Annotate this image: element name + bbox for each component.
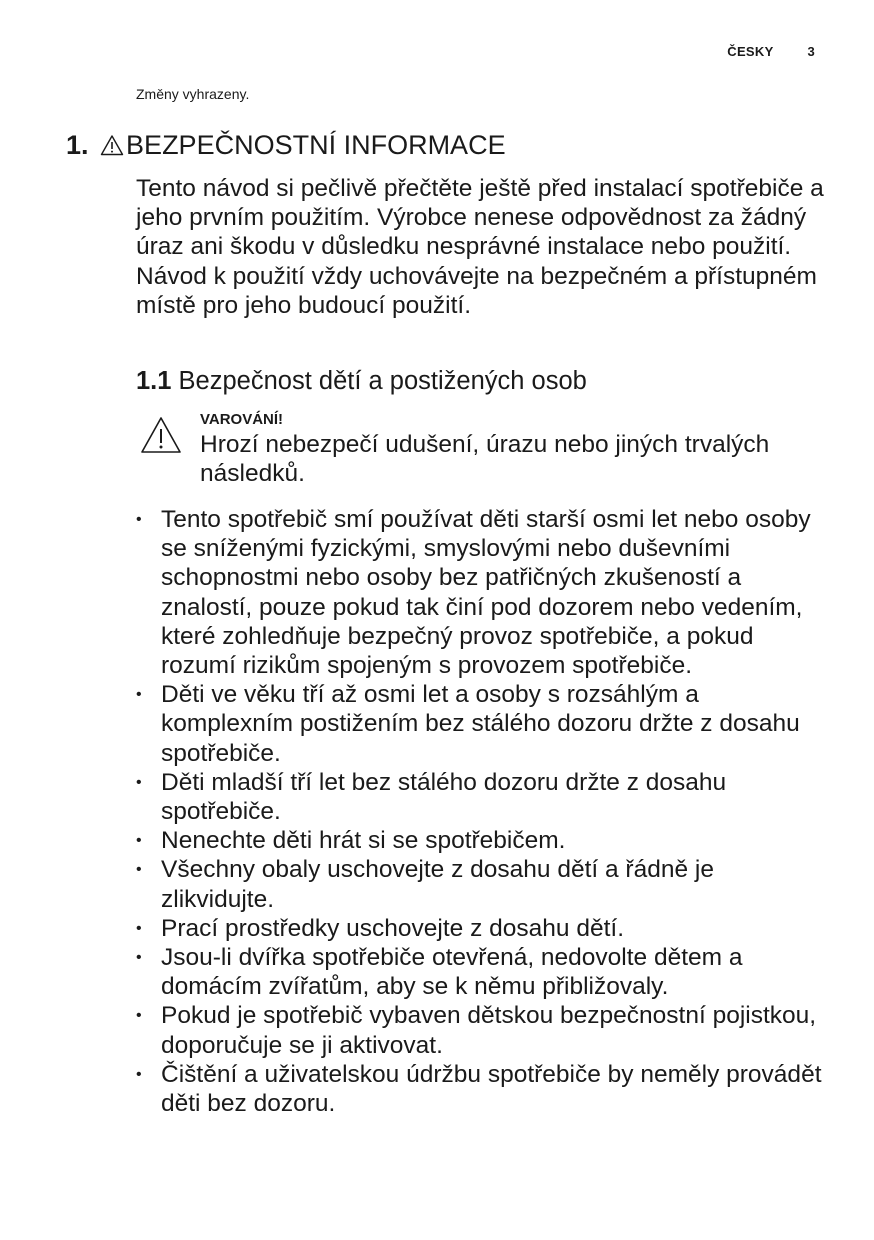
intro-paragraph: Tento návod si pečlivě přečtěte ještě před instalací spotřebiče a jeho prvním použitím. Výrobce nenese odpovědnost za žádný úraz ani škodu v důsledku nesprávné instalace nebo použití. Návod k použití vždy uchovávejte na bezpečném a přístupném místě pro jeho budoucí použití. bbox=[136, 175, 824, 319]
list-item bbox=[136, 680, 826, 768]
section-heading-text: BEZPEČNOSTNÍ INFORMACE bbox=[126, 130, 506, 160]
bullet-dot-icon: • bbox=[136, 686, 142, 704]
list-item bbox=[136, 1060, 826, 1118]
warning-text: Hrozí nebezpečí udušení, úrazu nebo jiných trvalých následků. bbox=[200, 431, 770, 488]
warning-label: VAROVÁNÍ! bbox=[200, 411, 284, 428]
bullet-dot-icon: • bbox=[136, 919, 142, 937]
bullet-dot-icon: • bbox=[136, 773, 142, 791]
bullet-dot-icon: • bbox=[136, 949, 142, 967]
list-item bbox=[136, 826, 826, 855]
list-item-text: Prací prostředky uschovejte z dosahu dětí. bbox=[161, 914, 625, 942]
list-item bbox=[136, 505, 826, 680]
list-item bbox=[136, 1001, 826, 1059]
bullet-dot-icon: • bbox=[136, 511, 142, 528]
list-item bbox=[136, 855, 826, 913]
page-number: 3 bbox=[807, 44, 815, 59]
warning-triangle-icon bbox=[100, 131, 124, 163]
list-item-text: Jsou-li dvířka spotřebiče otevřená, nedovolte dětem a domácím zvířatům, aby se k němu přibližovaly. bbox=[161, 944, 743, 1001]
language-label: ČESKY bbox=[727, 44, 774, 59]
bullet-dot-icon: • bbox=[136, 1065, 142, 1083]
list-item-text: Tento spotřebič smí používat děti starší osmi let nebo osoby se sníženými fyzickými, smyslovými nebo duševními schopnostmi nebo osoby bez patřičných zkušeností a znalostí, pouze pokud tak činí pod dozorem nebo vedením, které zohledňuje bezpečný provoz spotřebiče, a pokud rozumí rizikům spojeným s provozem spotřebiče. bbox=[161, 506, 811, 680]
changes-notice: Změny vyhrazeny. bbox=[136, 86, 250, 102]
list-item-text: Děti ve věku tří až osmi let a osoby s rozsáhlým a komplexním postižením bez stálého dozoru držte z dosahu spotřebiče. bbox=[161, 681, 800, 767]
subsection-heading-text: Bezpečnost dětí a postižených osob bbox=[178, 367, 587, 395]
list-item bbox=[136, 768, 826, 826]
subsection-number: 1.1 bbox=[136, 367, 172, 395]
list-item-text: Nenechte děti hrát si se spotřebičem. bbox=[161, 827, 566, 855]
bullet-dot-icon: • bbox=[136, 832, 142, 850]
page-header bbox=[727, 44, 815, 59]
list-item-text: Všechny obaly uschovejte z dosahu dětí a řádně je zlikvidujte. bbox=[161, 856, 714, 913]
section-number: 1. bbox=[66, 130, 89, 160]
list-item bbox=[136, 914, 826, 943]
list-item-text: Pokud je spotřebič vybaven dětskou bezpečnostní pojistkou, doporučuje se ji aktivovat. bbox=[161, 1002, 817, 1059]
subsection-title bbox=[136, 366, 587, 396]
list-item-text: Děti mladší tří let bez stálého dozoru držte z dosahu spotřebiče. bbox=[161, 768, 727, 826]
section-title bbox=[66, 129, 506, 163]
list-item-text: Čištění a uživatelskou údržbu spotřebiče by neměly provádět děti bez dozoru. bbox=[161, 1060, 822, 1118]
warning-triangle-icon bbox=[139, 415, 183, 460]
list-item bbox=[136, 943, 826, 1001]
bullet-dot-icon: • bbox=[136, 1007, 142, 1025]
safety-bullet-list bbox=[136, 505, 826, 1118]
bullet-dot-icon: • bbox=[136, 861, 142, 879]
